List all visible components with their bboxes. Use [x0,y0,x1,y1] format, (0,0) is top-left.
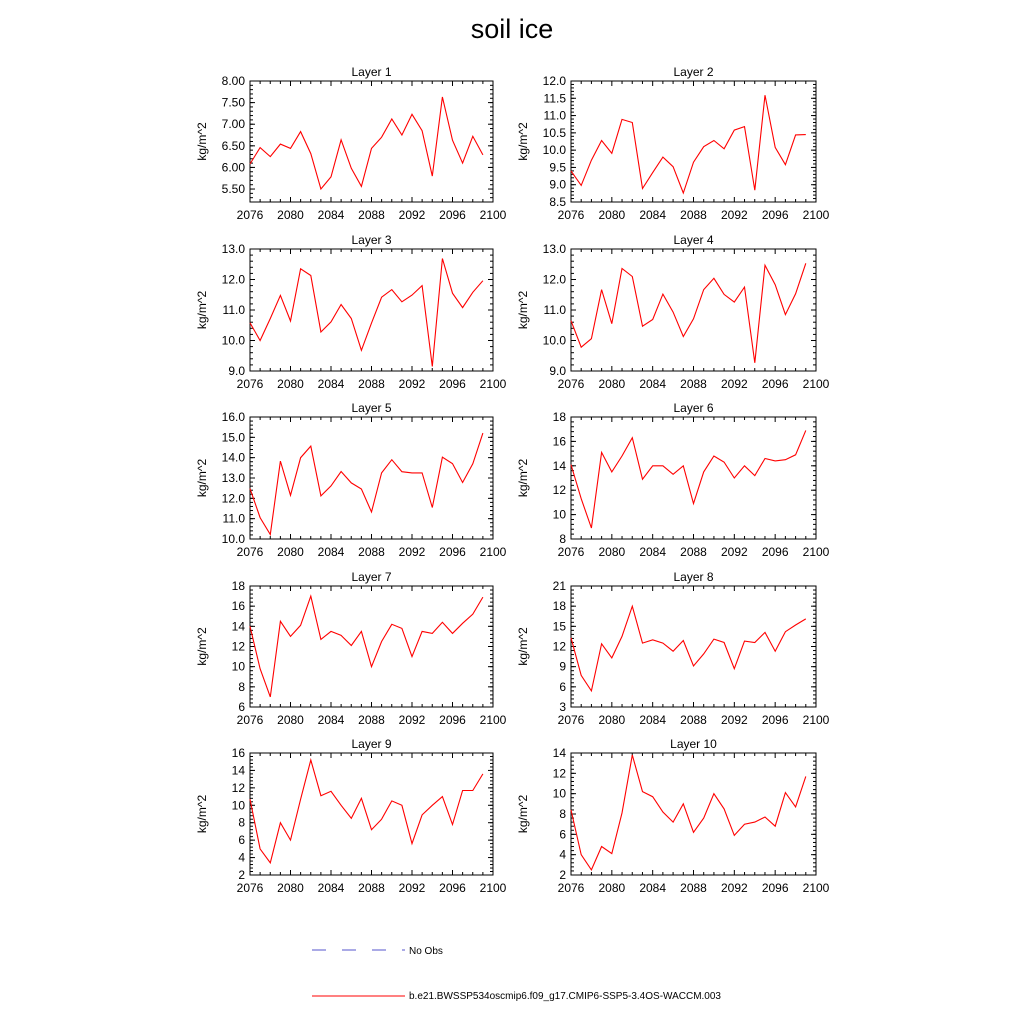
y-tick-label: 12 [231,780,245,795]
x-tick-label: 2096 [439,545,466,559]
plot-frame [250,586,493,707]
y-tick-label: 8 [559,807,566,821]
y-tick-label: 6 [559,679,566,694]
y-tick-label: 16 [231,746,245,760]
x-tick-label: 2076 [557,377,585,391]
y-tick-label: 10 [231,798,245,813]
y-tick-label: 2 [238,868,245,882]
y-axis-label: kg/m^2 [195,458,209,498]
legend [312,946,721,1002]
y-tick-label: 3 [559,700,566,714]
y-tick-label: 9.0 [549,177,566,192]
x-tick-label: 2076 [557,545,585,559]
x-tick-label: 2096 [439,377,466,391]
x-tick-label: 2088 [358,208,385,222]
x-tick-label: 2092 [398,377,426,391]
y-tick-label: 9.5 [549,160,566,175]
panel-layer-8 [516,570,830,727]
y-tick-label: 16 [231,599,245,614]
panel-layer-1 [195,65,507,222]
y-tick-label: 12 [552,639,566,654]
series-line [571,430,806,528]
x-tick-label: 2076 [557,881,585,895]
y-tick-label: 18 [552,410,566,424]
y-tick-label: 10 [552,786,566,801]
y-tick-label: 12 [552,483,566,498]
x-tick-label: 2080 [598,208,626,222]
y-tick-label: 13.0 [221,471,245,485]
y-tick-label: 10 [552,507,566,522]
x-tick-label: 2092 [398,545,426,559]
x-tick-label: 2084 [317,208,345,222]
x-tick-label: 2084 [639,208,667,222]
y-axis-label: kg/m^2 [516,122,530,161]
panel-title: Layer 7 [351,570,392,584]
y-axis-label: kg/m^2 [516,627,530,666]
y-tick-label: 21 [552,579,566,593]
y-tick-label: 4 [559,847,566,862]
y-tick-label: 6 [238,700,245,714]
panel-layer-9 [195,737,507,895]
x-tick-label: 2088 [680,377,707,391]
x-tick-label: 2088 [680,713,707,727]
y-tick-label: 8.00 [221,74,245,88]
panel-layer-6 [516,401,830,559]
y-tick-label: 4 [238,850,245,865]
x-tick-label: 2080 [277,377,304,391]
x-tick-label: 2076 [236,545,264,559]
panel-layer-2 [516,65,830,222]
x-tick-label: 2100 [802,377,830,391]
panel-title: Layer 8 [673,570,714,584]
x-tick-label: 2076 [236,208,264,222]
x-tick-label: 2100 [479,881,507,895]
panel-layer-5 [195,401,507,559]
x-tick-label: 2076 [236,713,264,727]
y-tick-label: 12 [231,639,245,654]
x-tick-label: 2088 [358,545,385,559]
y-tick-label: 14.0 [221,450,245,465]
y-tick-label: 16 [552,434,566,449]
legend-obs-label: No Obs [409,946,443,957]
panel-title: Layer 5 [351,401,392,415]
y-tick-label: 10.0 [221,333,245,348]
y-tick-label: 10.0 [542,333,566,348]
x-tick-label: 2096 [761,377,789,391]
y-tick-label: 14 [231,763,245,778]
x-tick-label: 2084 [317,377,345,391]
x-tick-label: 2100 [802,713,830,727]
x-tick-label: 2080 [277,208,304,222]
x-tick-label: 2084 [639,713,667,727]
y-tick-label: 9 [559,659,566,674]
y-axis-label: kg/m^2 [195,290,209,330]
panel-title: Layer 2 [673,65,714,79]
x-tick-label: 2088 [358,713,385,727]
x-tick-label: 2092 [720,208,748,222]
plot-frame [571,417,816,539]
x-tick-label: 2092 [720,377,748,391]
x-tick-label: 2100 [479,208,507,222]
series-line [250,760,483,863]
y-axis-label: kg/m^2 [516,290,530,330]
x-tick-label: 2100 [479,713,507,727]
y-tick-label: 18 [231,579,245,593]
x-tick-label: 2084 [317,713,345,727]
y-axis-label: kg/m^2 [516,794,530,834]
y-tick-label: 11.0 [543,108,566,123]
x-tick-label: 2100 [802,545,830,559]
x-tick-label: 2092 [398,713,426,727]
series-line [250,97,483,189]
x-tick-label: 2096 [761,713,789,727]
y-tick-label: 12.0 [542,74,566,88]
panel-layer-10 [516,737,830,895]
x-tick-label: 2100 [802,208,830,222]
y-tick-label: 10.0 [542,143,566,158]
y-tick-label: 8 [238,679,245,694]
x-tick-label: 2088 [358,377,385,391]
x-tick-label: 2088 [358,881,385,895]
series-line [250,259,483,367]
series-line [571,606,806,691]
x-tick-label: 2076 [557,208,585,222]
y-tick-label: 11.0 [222,511,245,526]
x-tick-label: 2080 [598,713,626,727]
x-tick-label: 2096 [439,881,466,895]
y-tick-label: 12 [552,766,566,781]
x-tick-label: 2096 [761,208,789,222]
y-tick-label: 14 [231,619,245,634]
plot-frame [250,417,493,539]
plot-frame [250,753,493,875]
series-line [571,263,806,363]
y-tick-label: 9.0 [549,364,566,378]
plot-frame [250,81,493,202]
y-tick-label: 12.0 [221,272,245,287]
y-tick-label: 8 [559,532,566,546]
y-tick-label: 13.0 [542,242,566,256]
y-tick-label: 11.0 [222,303,245,317]
y-tick-label: 5.50 [221,182,245,197]
y-tick-label: 11.5 [543,91,566,106]
y-tick-label: 6 [559,827,566,842]
x-tick-label: 2096 [761,881,789,895]
y-tick-label: 16.0 [221,410,245,424]
plot-frame [571,81,816,202]
x-tick-label: 2092 [720,713,748,727]
y-tick-label: 6.50 [221,138,245,153]
x-tick-label: 2080 [598,881,626,895]
plot-frame [571,586,816,707]
series-line [250,433,483,534]
series-line [571,95,806,193]
x-tick-label: 2092 [720,545,748,559]
y-tick-label: 6 [238,833,245,848]
y-tick-label: 8 [238,815,245,830]
x-tick-label: 2092 [398,881,426,895]
x-tick-label: 2096 [439,713,466,727]
y-axis-label: kg/m^2 [195,794,209,834]
series-line [250,596,483,697]
x-tick-label: 2084 [639,377,667,391]
y-tick-label: 10.5 [542,125,566,140]
panel-layer-7 [195,570,507,727]
x-tick-label: 2088 [680,881,707,895]
x-tick-label: 2100 [802,881,830,895]
y-tick-label: 9.0 [228,364,245,378]
legend-model-label: b.e21.BWSSP534oscmip6.f09_g17.CMIP6-SSP5-3.4OS-WACCM.003 [409,991,721,1002]
y-tick-label: 12.0 [221,491,245,506]
y-tick-label: 12.0 [542,272,566,287]
x-tick-label: 2088 [680,545,707,559]
panel-title: Layer 9 [351,737,392,751]
y-tick-label: 2 [559,868,566,882]
x-tick-label: 2080 [598,377,626,391]
x-tick-label: 2096 [439,208,466,222]
panel-title: Layer 6 [673,401,714,415]
x-tick-label: 2080 [277,713,304,727]
y-tick-label: 10.0 [221,532,245,546]
x-tick-label: 2076 [557,713,585,727]
y-axis-label: kg/m^2 [195,122,209,161]
y-tick-label: 18 [552,599,566,614]
y-tick-label: 8.5 [549,195,566,209]
y-tick-label: 7.50 [221,95,245,110]
y-tick-label: 13.0 [221,242,245,256]
y-tick-label: 11.0 [543,303,566,317]
y-tick-label: 15.0 [221,430,245,445]
x-tick-label: 2084 [317,881,345,895]
panel-title: Layer 3 [351,233,392,247]
panel-title: Layer 1 [351,65,392,79]
series-line [571,755,806,870]
y-tick-label: 15 [552,619,566,634]
y-tick-label: 10 [231,659,245,674]
x-tick-label: 2092 [720,881,748,895]
y-tick-label: 6.00 [221,160,245,175]
x-tick-label: 2080 [277,881,304,895]
x-tick-label: 2100 [479,545,507,559]
x-tick-label: 2080 [598,545,626,559]
panel-layer-4 [516,233,830,391]
x-tick-label: 2088 [680,208,707,222]
x-tick-label: 2092 [398,208,426,222]
y-axis-label: kg/m^2 [195,627,209,666]
x-tick-label: 2076 [236,377,264,391]
x-tick-label: 2080 [277,545,304,559]
x-tick-label: 2076 [236,881,264,895]
x-tick-label: 2096 [761,545,789,559]
panel-title: Layer 10 [670,737,717,751]
y-axis-label: kg/m^2 [516,458,530,498]
x-tick-label: 2084 [639,545,667,559]
x-tick-label: 2100 [479,377,507,391]
figure-title: soil ice [470,14,554,44]
y-tick-label: 14 [552,458,566,473]
panel-layer-3 [195,233,507,391]
x-tick-label: 2084 [639,881,667,895]
y-tick-label: 14 [552,746,566,760]
panel-title: Layer 4 [673,233,714,247]
y-tick-label: 7.00 [221,117,245,132]
x-tick-label: 2084 [317,545,345,559]
